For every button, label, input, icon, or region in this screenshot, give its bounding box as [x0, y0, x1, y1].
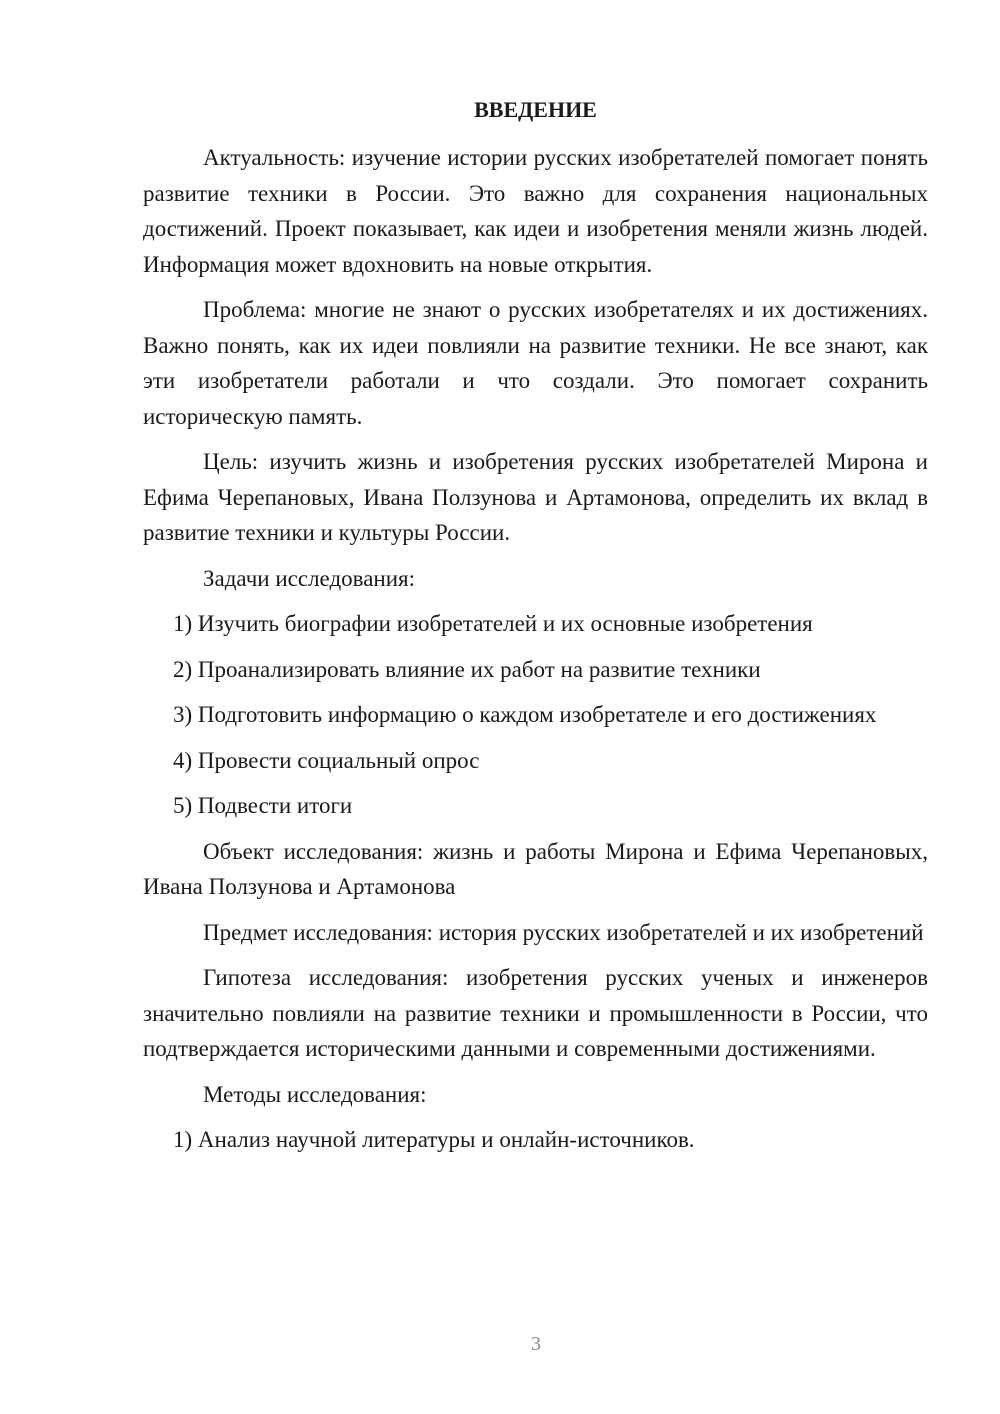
document-body: [143, 92, 928, 1168]
relevance-paragraph: Актуальность: изучение истории русских изобретателей помогает понять развитие техники в России. Это важно для сохранения национальных достижений. Проект показывает, как идеи и изобретения меняли жизнь людей. Информация может вдохновить на новые открытия.: [143, 145, 928, 277]
page-number: 3: [531, 1333, 541, 1355]
task-item-1: 1) Изучить биографии изобретателей и их основные изобретения: [173, 611, 813, 636]
hypothesis-paragraph: Гипотеза исследования: изобретения русских ученых и инженеров значительно повлияли на развитие техники и промышленности в России, что подтверждается историческими данными и современными достижениями.: [143, 965, 928, 1061]
task-item-2: 2) Проанализировать влияние их работ на развитие техники: [173, 656, 761, 682]
task-item-4: 4) Провести социальный опрос: [173, 747, 480, 773]
goal-paragraph: Цель: изучить жизнь и изобретения русских изобретателей Мирона и Ефима Черепановых, Ивана Ползунова и Артамонова, определить их вклад в развитие техники и культуры России.: [143, 449, 928, 545]
object-paragraph: Объект исследования: жизнь и работы Мирона и Ефима Черепановых, Ивана Ползунова и Артамонова: [143, 838, 928, 899]
method-item-1: 1) Анализ научной литературы и онлайн-источников.: [173, 1127, 695, 1152]
tasks-label: Задачи исследования:: [203, 565, 416, 591]
methods-label: Методы исследования:: [203, 1081, 427, 1107]
problem-paragraph: Проблема: многие не знают о русских изобретателях и их достижениях. Важно понять, как их идеи повлияли на развитие техники. Не все знают, как эти изобретатели работали и что создали. Это помогает сохранить историческую память.: [143, 297, 928, 429]
subject-paragraph: Предмет исследования: история русских изобретателей и их изобретений: [203, 919, 924, 945]
task-item-3: 3) Подготовить информацию о каждом изобретателе и его достижениях: [173, 702, 877, 727]
task-item-5: 5) Подвести итоги: [173, 793, 353, 818]
section-heading: ВВЕДЕНИЕ: [474, 97, 597, 122]
